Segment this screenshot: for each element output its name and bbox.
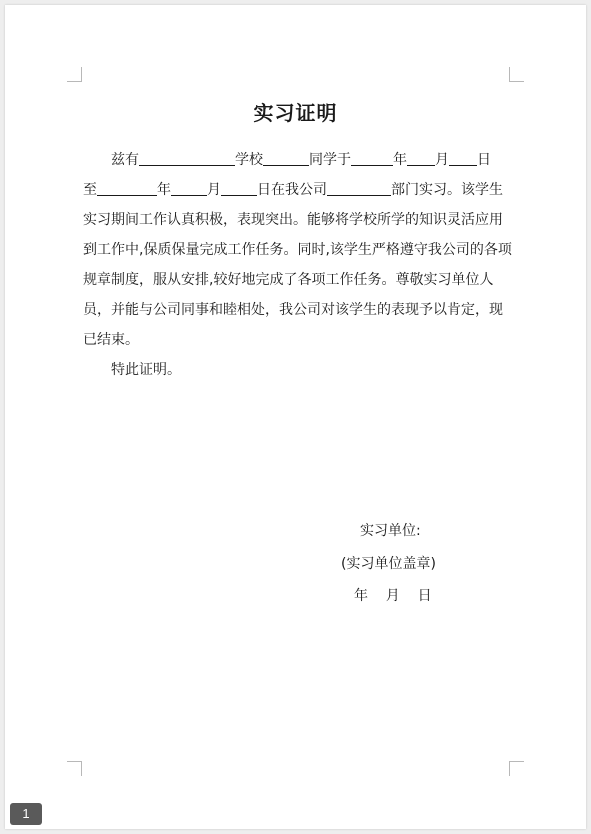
text-at-company: 日在我公司: [257, 182, 327, 198]
paragraph-line-1: [83, 145, 515, 175]
text-end-year: 年: [157, 182, 171, 198]
document-page: [5, 5, 586, 829]
blank-start-day: [449, 149, 477, 166]
blank-department: [327, 179, 391, 196]
blank-end-day: [221, 179, 257, 196]
paragraph-closing: 特此证明。: [111, 362, 181, 378]
text-body: 部门实习。该学生实习期间工作认真积极，表现突出。能够将学校所学的知识灵活应用到工作中,保质保量完成工作任务。同时,该学生严格遵守我公司的各项规章制度，服从安排,较好地完成了各项工作任务。尊敬实习单位人员，并能与公司同事和睦相处，我公司对该学生的表现予以肯定，现已结束。: [83, 182, 512, 348]
blank-start-month: [407, 149, 435, 166]
crop-mark-top-right: [509, 67, 524, 82]
crop-mark-bottom-right: [509, 761, 524, 776]
document-body: [83, 145, 515, 385]
signature-seal: (实习单位盖章): [341, 556, 436, 572]
signature-unit: 实习单位:: [360, 523, 421, 539]
text-school: 学校: [235, 152, 263, 168]
crop-mark-top-left: [67, 67, 82, 82]
blank-end-month: [171, 179, 207, 196]
paragraph-main: [83, 175, 515, 355]
blank-start-year: [351, 149, 393, 166]
crop-mark-bottom-left: [67, 761, 82, 776]
document-title: 实习证明: [253, 101, 338, 125]
page-number-badge[interactable]: 1: [10, 803, 42, 825]
blank-student-name: [263, 149, 309, 166]
text-month: 月: [435, 152, 449, 168]
text-end-month: 月: [207, 182, 221, 198]
text-student-on: 同学于: [309, 152, 351, 168]
text-to: 至: [83, 182, 97, 198]
text-day: 日: [477, 152, 491, 168]
blank-school-name: [139, 149, 235, 166]
signature-date: 年 月 日: [354, 588, 432, 604]
blank-end-year: [97, 179, 157, 196]
text-year: 年: [393, 152, 407, 168]
text-zi-you: 兹有: [111, 152, 139, 168]
